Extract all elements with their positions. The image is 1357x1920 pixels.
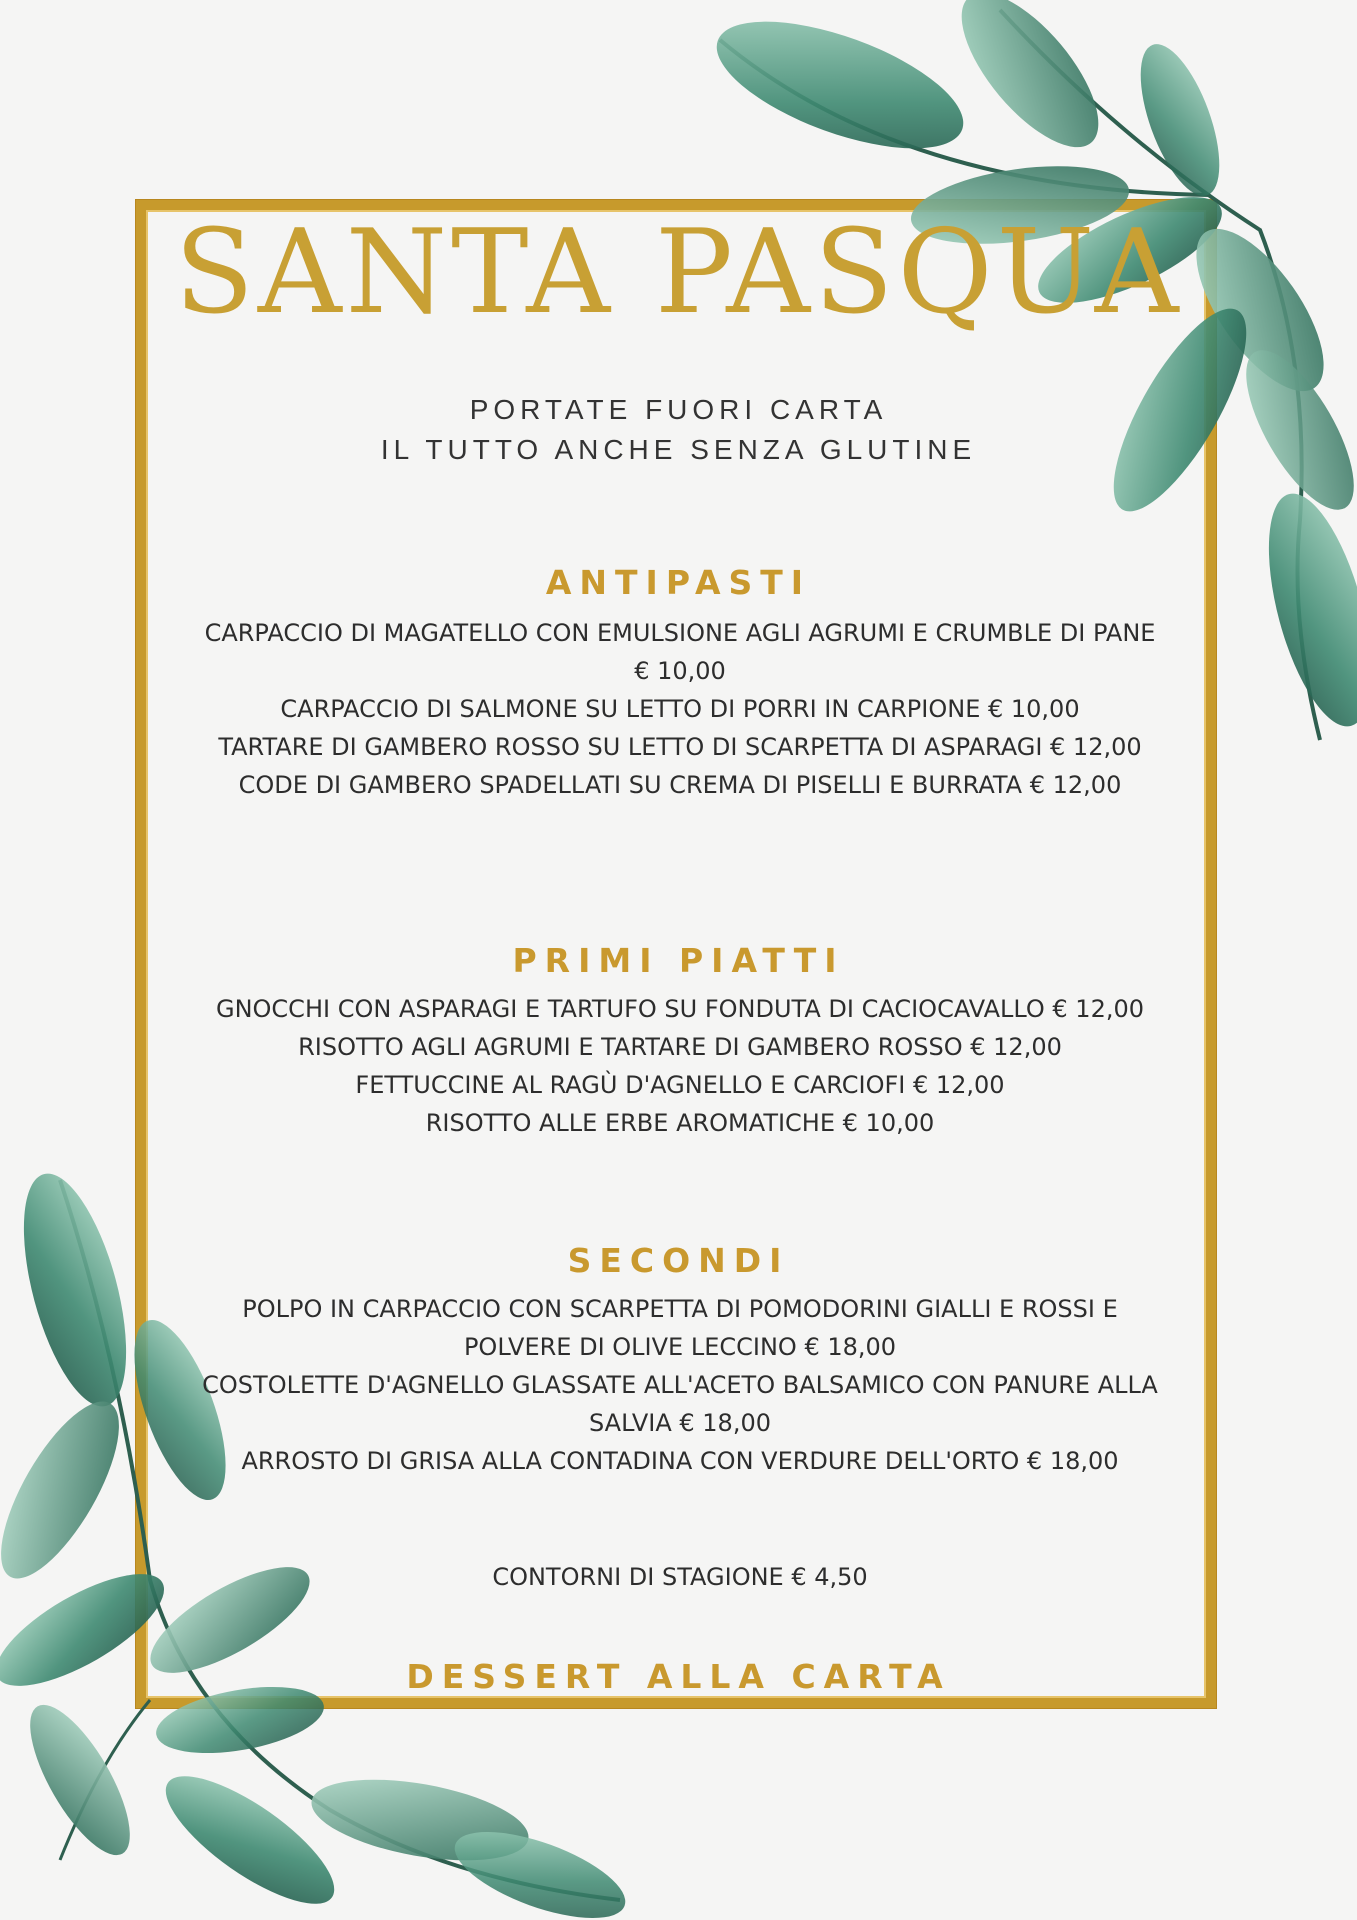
section-secondi bbox=[200, 1290, 1160, 1480]
section-heading-primi: PRIMI PIATTI bbox=[512, 941, 845, 980]
side-dish: CONTORNI DI STAGIONE € 4,50 bbox=[492, 1563, 868, 1591]
menu-item: GNOCCHI CON ASPARAGI E TARTUFO SU FONDUTA DI CACIOCAVALLO € 12,00 bbox=[215, 995, 1145, 1023]
section-primi bbox=[200, 990, 1160, 1142]
menu-item: FETTUCCINE AL RAGÙ D'AGNELLO E CARCIOFI € 12,00 bbox=[355, 1071, 1005, 1099]
menu-item: POLPO IN CARPACCIO CON SCARPETTA DI POMODORINI GIALLI E ROSSI E POLVERE DI OLIVE LECCINO € 18,00 bbox=[242, 1295, 1118, 1361]
menu-item: RISOTTO ALLE ERBE AROMATICHE € 10,00 bbox=[425, 1109, 935, 1137]
subtitle-line: PORTATE FUORI CARTA bbox=[469, 394, 888, 425]
menu-item: RISOTTO AGLI AGRUMI E TARTARE DI GAMBERO ROSSO € 12,00 bbox=[298, 1033, 1062, 1061]
menu-item: ARROSTO DI GRISA ALLA CONTADINA CON VERDURE DELL'ORTO € 18,00 bbox=[241, 1447, 1119, 1475]
section-heading-antipasti: ANTIPASTI bbox=[545, 563, 812, 602]
section-antipasti bbox=[200, 614, 1160, 804]
menu-item: COSTOLETTE D'AGNELLO GLASSATE ALL'ACETO BALSAMICO CON PANURE ALLA SALVIA € 18,00 bbox=[202, 1371, 1158, 1437]
menu-item: TARTARE DI GAMBERO ROSSO SU LETTO DI SCARPETTA DI ASPARAGI € 12,00 bbox=[218, 733, 1142, 761]
menu-title: SANTA PASQUA bbox=[174, 205, 1183, 340]
section-heading-secondi: SECONDI bbox=[567, 1241, 790, 1280]
dessert-heading: DESSERT ALLA CARTA bbox=[406, 1657, 951, 1696]
menu-item: CODE DI GAMBERO SPADELLATI SU CREMA DI PISELLI E BURRATA € 12,00 bbox=[238, 771, 1122, 799]
subtitle-line: IL TUTTO ANCHE SENZA GLUTINE bbox=[380, 434, 977, 465]
menu-item: CARPACCIO DI MAGATELLO CON EMULSIONE AGLI AGRUMI E CRUMBLE DI PANE € 10,00 bbox=[204, 619, 1156, 685]
menu-item: CARPACCIO DI SALMONE SU LETTO DI PORRI IN CARPIONE € 10,00 bbox=[280, 695, 1080, 723]
